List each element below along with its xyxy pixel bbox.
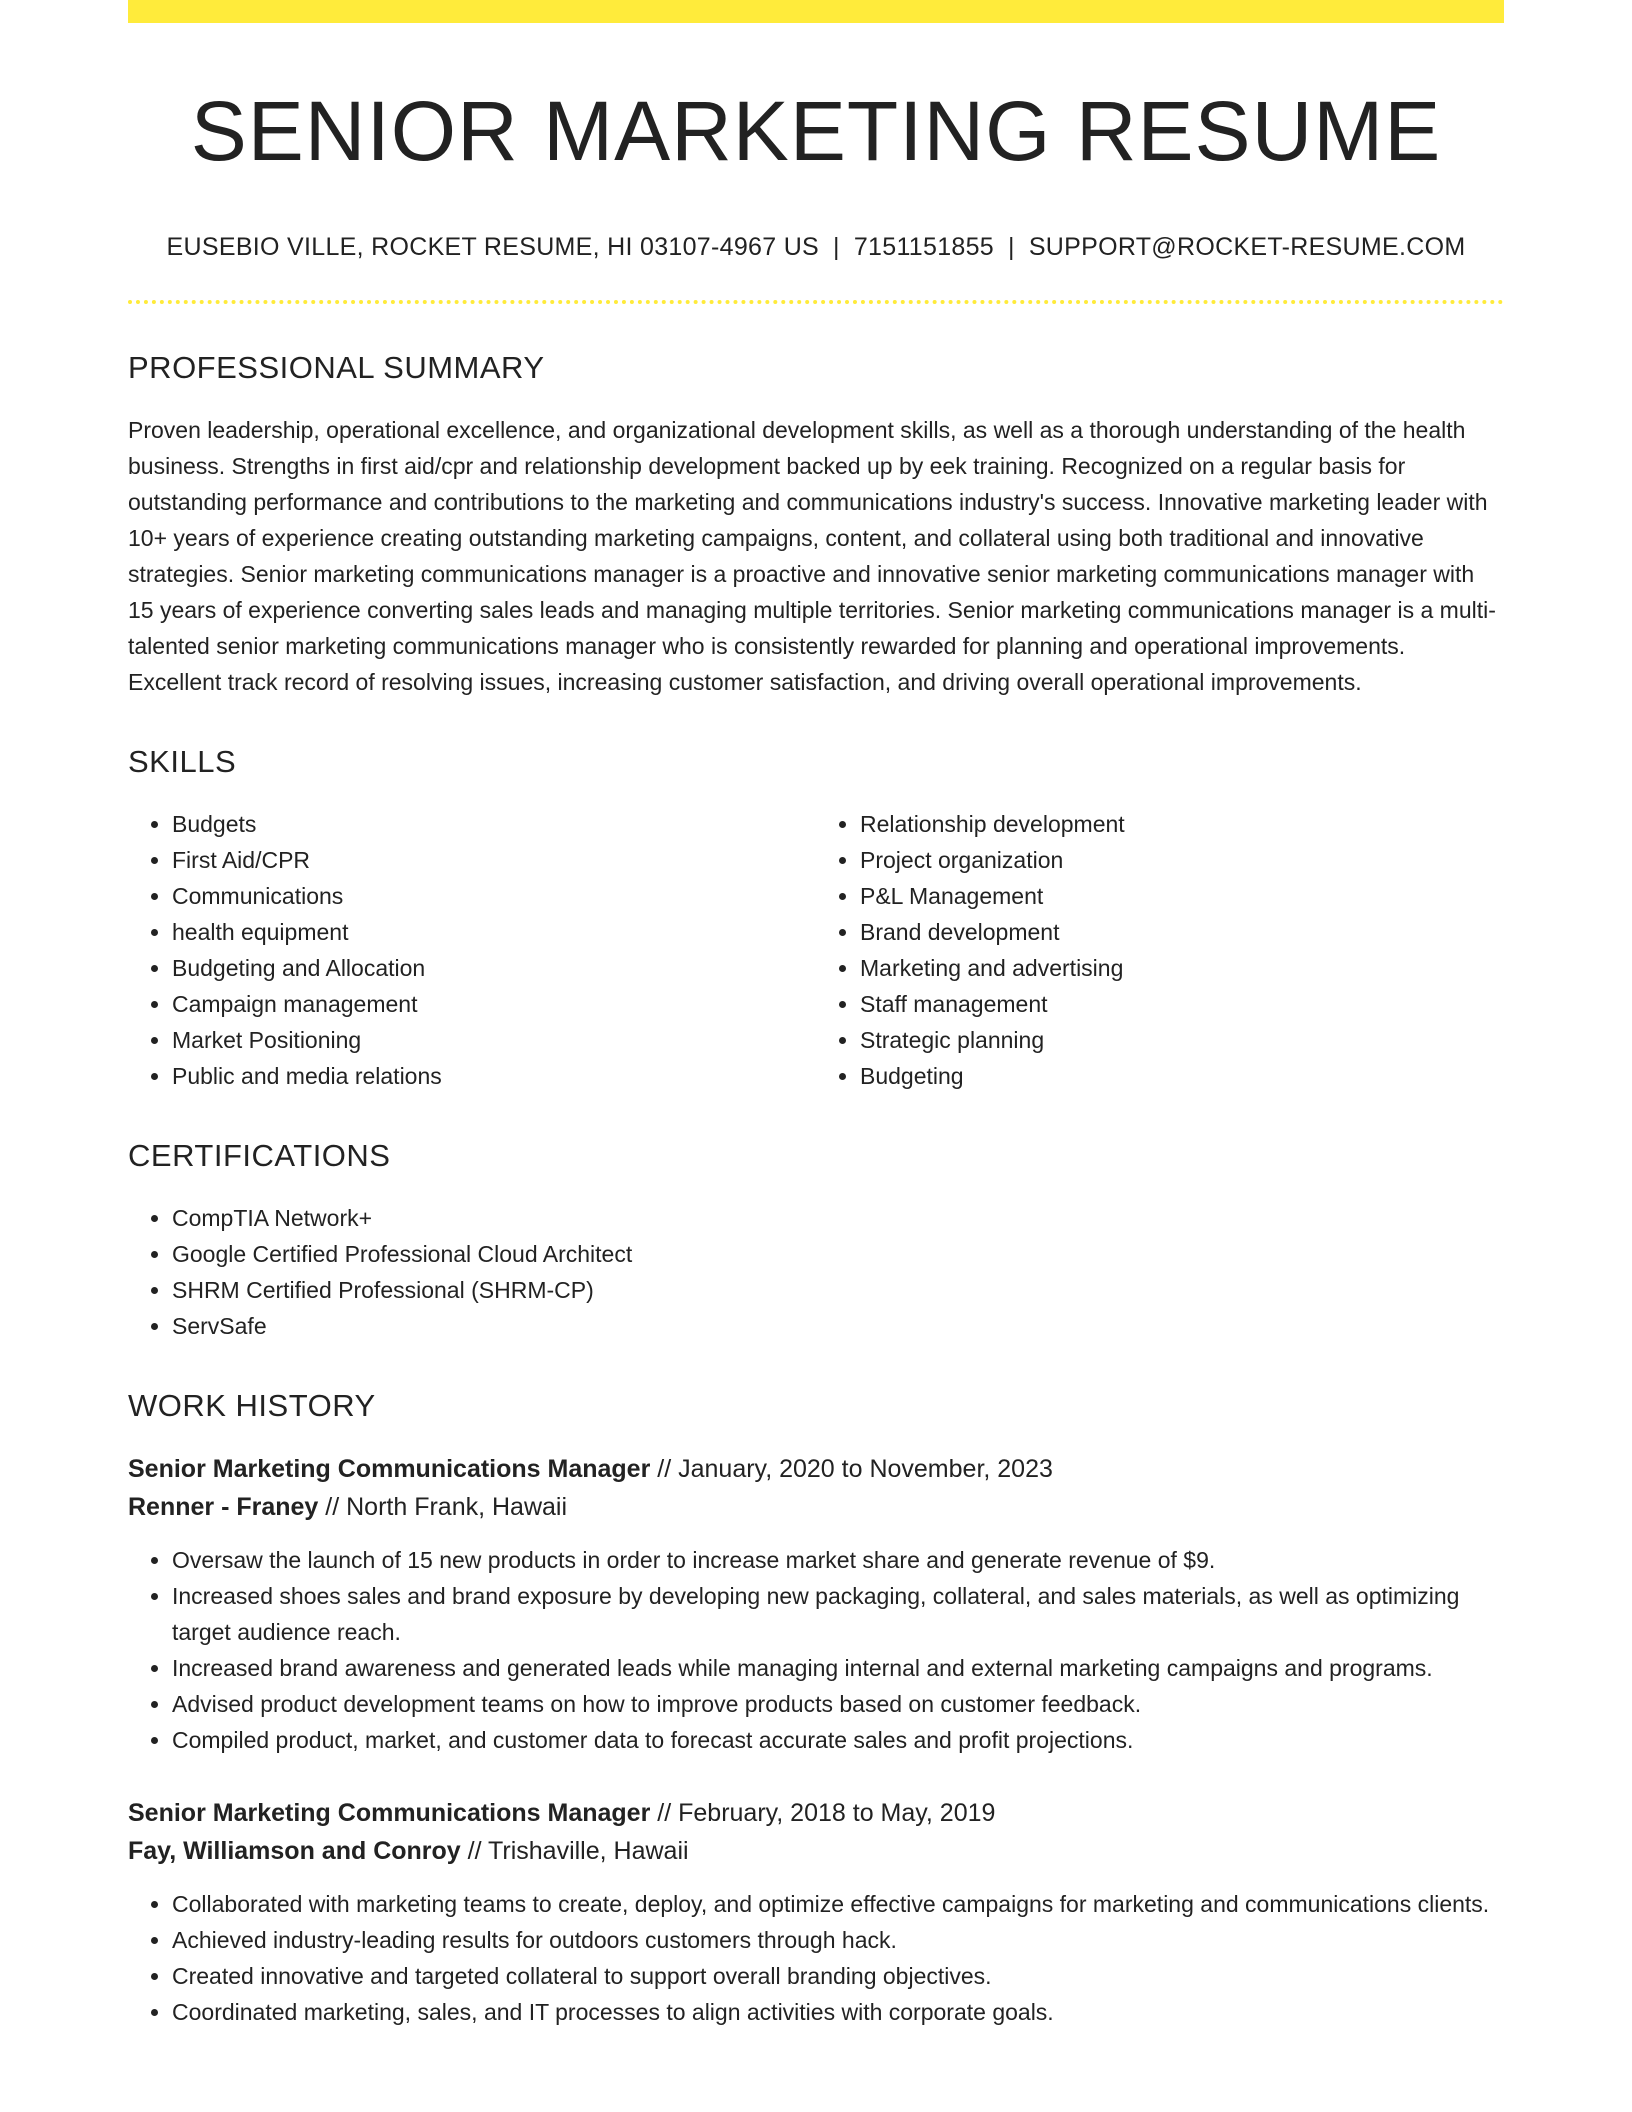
skill-item: • Market Positioning (172, 1022, 816, 1058)
contact-separator: | (1008, 233, 1015, 262)
contact-address: EUSEBIO VILLE, ROCKET RESUME, HI 03107-4967 US (166, 233, 820, 262)
contact-email: SUPPORT@ROCKET-RESUME.COM (1028, 233, 1466, 262)
certification-item: • SHRM Certified Professional (SHRM-CP) (172, 1272, 1504, 1308)
skill-item: • Budgeting and Allocation (172, 950, 816, 986)
job-bullet: • Achieved industry-leading results for outdoors customers through hack. (172, 1922, 1504, 1958)
certifications-list (128, 1200, 1504, 1344)
skills-list-left (128, 806, 816, 1094)
job-title-line (128, 1450, 1504, 1488)
job-company: Renner - Franey (128, 1493, 319, 1522)
skill-item: • Communications (172, 878, 816, 914)
skill-item: • Brand development (860, 914, 1504, 950)
dotted-divider (128, 300, 1504, 304)
summary-section (128, 350, 1504, 700)
certification-item: • ServSafe (172, 1308, 1504, 1344)
job-bullets (128, 1542, 1504, 1758)
job-title: Senior Marketing Communications Manager (128, 1455, 651, 1484)
work-history-section (128, 1388, 1504, 2030)
section-heading-work-history: WORK HISTORY (128, 1388, 376, 1424)
section-heading-certifications: CERTIFICATIONS (128, 1138, 391, 1174)
skill-item: • Strategic planning (860, 1022, 1504, 1058)
certification-item: • CompTIA Network+ (172, 1200, 1504, 1236)
job-dates: // February, 2018 to May, 2019 (650, 1799, 996, 1828)
accent-top-bar (128, 0, 1504, 23)
job-bullet: • Increased shoes sales and brand exposure by developing new packaging, collateral, and sales materials, as well as optimizing target audience reach. (172, 1578, 1504, 1650)
skill-item: • Campaign management (172, 986, 816, 1022)
contact-phone: 7151151855 (853, 233, 995, 262)
contact-line (128, 233, 1504, 262)
skill-item: • First Aid/CPR (172, 842, 816, 878)
skill-item: • P&L Management (860, 878, 1504, 914)
resume-title: SENIOR MARKETING RESUME (190, 84, 1442, 178)
certification-item: • Google Certified Professional Cloud Architect (172, 1236, 1504, 1272)
skill-item: • Relationship development (860, 806, 1504, 842)
skill-item: • health equipment (172, 914, 816, 950)
job-bullet: • Compiled product, market, and customer data to forecast accurate sales and profit projections. (172, 1722, 1504, 1758)
summary-text: Proven leadership, operational excellence, and organizational development skills, as well as a thorough understanding of the health business. Strengths in first aid/cpr and relationship development backed up by eek training. Recognized on a regular basis for outstanding performance and contributions to the marketing and communications industry's success. Innovative marketing leader with 10+ years of experience creating outstanding marketing campaigns, content, and collateral using both traditional and innovative strategies. Senior marketing communications manager is a proactive and innovative senior marketing communications manager with 15 years of experience converting sales leads and managing multiple territories. Senior marketing communications manager is a multi-talented senior marketing communications manager who is consistently rewarded for planning and operational improvements. Excellent track record of resolving issues, increasing customer satisfaction, and driving overall operational improvements. (128, 417, 1496, 696)
skill-item: • Marketing and advertising (860, 950, 1504, 986)
job-bullet: • Increased brand awareness and generated leads while managing internal and external marketing campaigns and programs. (172, 1650, 1504, 1686)
job-bullet: • Advised product development teams on how to improve products based on customer feedback. (172, 1686, 1504, 1722)
job-company: Fay, Williamson and Conroy (128, 1837, 461, 1866)
job-title: Senior Marketing Communications Manager (128, 1799, 651, 1828)
job-dates: // January, 2020 to November, 2023 (650, 1455, 1053, 1484)
skill-item: • Budgets (172, 806, 816, 842)
job-bullet: • Coordinated marketing, sales, and IT processes to align activities with corporate goals. (172, 1994, 1504, 2030)
job-bullet: • Oversaw the launch of 15 new products in order to increase market share and generate revenue of $9. (172, 1542, 1504, 1578)
contact-separator: | (833, 233, 840, 262)
job-location: // North Frank, Hawaii (318, 1493, 568, 1522)
skills-section (128, 744, 1504, 1094)
skill-item: • Staff management (860, 986, 1504, 1022)
resume-page (128, 0, 1504, 2030)
job-bullet: • Collaborated with marketing teams to create, deploy, and optimize effective campaigns for marketing and communications clients. (172, 1886, 1504, 1922)
section-heading-skills: SKILLS (128, 744, 237, 780)
skill-item: • Budgeting (860, 1058, 1504, 1094)
job-entry (128, 1450, 1504, 1758)
job-bullets (128, 1886, 1504, 2030)
section-heading-summary: PROFESSIONAL SUMMARY (128, 350, 545, 386)
skills-columns (128, 806, 1504, 1094)
certifications-section (128, 1138, 1504, 1344)
skill-item: • Public and media relations (172, 1058, 816, 1094)
skill-item: • Project organization (860, 842, 1504, 878)
job-bullet: • Created innovative and targeted collateral to support overall branding objectives. (172, 1958, 1504, 1994)
skills-list-right (816, 806, 1504, 1094)
job-company-line (128, 1488, 1504, 1526)
job-title-line (128, 1794, 1504, 1832)
job-location: // Trishaville, Hawaii (460, 1837, 689, 1866)
job-entry (128, 1794, 1504, 2030)
job-company-line (128, 1832, 1504, 1870)
